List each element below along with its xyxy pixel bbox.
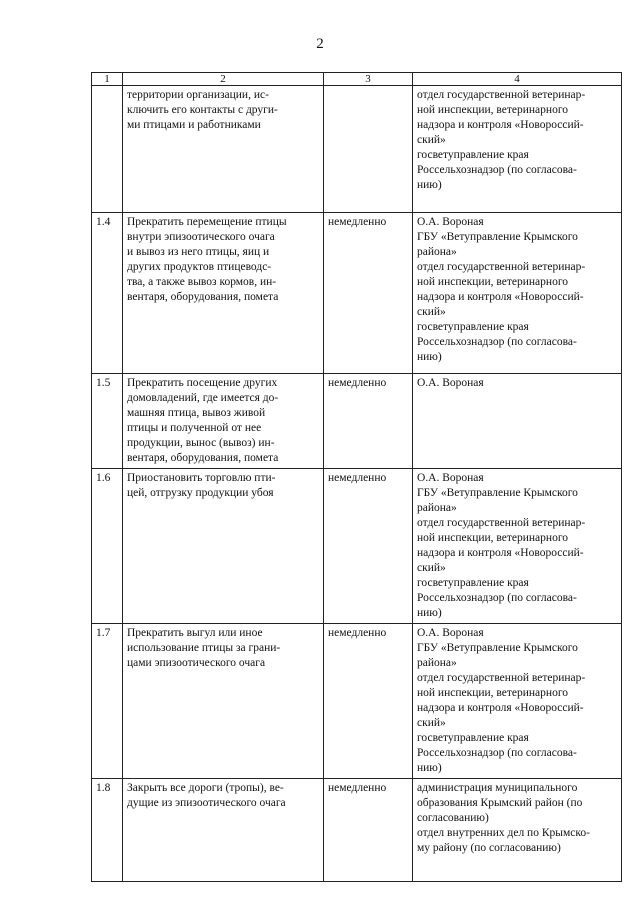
responsible-line: отдел государственной ветеринар- [417,89,586,101]
responsible-line: отдел государственной ветеринар- [417,517,586,529]
measure-line: Прекратить посещение других [127,377,278,389]
measure-line: дущие из эпизоотического очага [127,797,286,809]
responsible-cell [413,213,622,374]
row-number-text: 1.8 [96,782,111,794]
responsible-line: Россельхознадзор (по согласова- [417,164,577,176]
row-number [92,779,123,882]
responsible-line: Россельхознадзор (по согласова- [417,592,577,604]
measure-line: ми птицами и работниками [127,119,261,131]
responsible-line: ной инспекции, ветеринарного [417,276,568,288]
term-cell [324,374,413,469]
term-text: немедленно [328,472,387,484]
row-number-text: 1.4 [96,216,111,228]
responsible-cell [413,779,622,882]
term-cell [324,213,413,374]
measure-line: ключить его контакты с други- [127,104,278,116]
header-col-3: 3 [324,73,413,86]
responsible-line: ной инспекции, ветеринарного [417,687,568,699]
measure-line: внутри эпизоотического очага [127,231,275,243]
row-number [92,374,123,469]
table-row [92,86,622,213]
responsible-line: ский» [417,306,446,318]
responsible-line: госветуправление края [417,321,529,333]
header-col-1: 1 [92,73,123,86]
term-cell [324,779,413,882]
measure-cell [123,86,324,213]
header-col-4: 4 [413,73,622,86]
table-row [92,624,622,779]
term-text: немедленно [328,377,387,389]
responsible-line: ной инспекции, ветеринарного [417,532,568,544]
responsible-line: ский» [417,134,446,146]
responsible-line: О.А. Вороная [417,627,484,639]
term-cell [324,469,413,624]
responsible-line: района» [417,502,457,514]
measure-line: Прекратить выгул или иное [127,627,263,639]
responsible-line: Россельхознадзор (по согласова- [417,336,577,348]
responsible-line: нию) [417,179,442,191]
responsible-line: района» [417,246,457,258]
measures-table [91,72,622,882]
responsible-line: согласованию) [417,812,489,824]
responsible-line: образования Крымский район (по [417,797,583,809]
responsible-line: ной инспекции, ветеринарного [417,104,568,116]
measure-line: использование птицы за грани- [127,642,281,654]
measure-line: машняя птица, вывоз живой [127,407,266,419]
term-cell [324,86,413,213]
term-text: немедленно [328,216,387,228]
measure-line: тва, а также вывоз кормов, ин- [127,276,277,288]
term-text: немедленно [328,627,387,639]
responsible-line: госветуправление края [417,577,529,589]
responsible-cell [413,374,622,469]
responsible-line: нию) [417,762,442,774]
row-number [92,213,123,374]
measure-line: территории организации, ис- [127,89,269,101]
header-col-2: 2 [123,73,324,86]
responsible-line: отдел государственной ветеринар- [417,261,586,273]
row-number-text: 1.5 [96,377,111,389]
responsible-line: администрация муниципального [417,782,578,794]
measure-line: птицы и полученной от нее [127,422,262,434]
measure-line: вентаря, оборудования, помета [127,291,279,303]
responsible-line: надзора и контроля «Новороссий- [417,119,584,131]
responsible-line: надзора и контроля «Новороссий- [417,702,584,714]
row-number [92,469,123,624]
responsible-line: отдел государственной ветеринар- [417,672,586,684]
measure-line: других продуктов птицеводс- [127,261,272,273]
table-row [92,779,622,882]
table-row [92,213,622,374]
measure-cell [123,213,324,374]
measure-line: Приостановить торговлю пти- [127,472,276,484]
responsible-line: му району (по согласованию) [417,842,561,854]
measure-line: вентаря, оборудования, помета [127,452,279,464]
responsible-line: ский» [417,717,446,729]
responsible-line: надзора и контроля «Новороссий- [417,547,584,559]
term-cell [324,624,413,779]
measure-line: домовладений, где имеется до- [127,392,279,404]
responsible-line: района» [417,657,457,669]
measure-line: и вывоз из него птицы, яиц и [127,246,270,258]
measure-cell [123,469,324,624]
table-row [92,374,622,469]
measure-line: продукции, вынос (вывоз) ин- [127,437,275,449]
row-number [92,86,123,213]
responsible-line: О.А. Вороная [417,216,484,228]
measure-line: Закрыть все дороги (тропы), ве- [127,782,284,794]
responsible-line: Россельхознадзор (по согласова- [417,747,577,759]
responsible-cell [413,469,622,624]
measure-cell [123,374,324,469]
responsible-line: ГБУ «Ветуправление Крымского [417,642,578,654]
page-number: 2 [316,36,324,52]
responsible-cell [413,86,622,213]
row-number-text: 1.6 [96,472,111,484]
row-number-text: 1.7 [96,627,111,639]
measure-line: цами эпизоотического очага [127,657,266,669]
responsible-line: отдел внутренних дел по Крымско- [417,827,590,839]
responsible-line: О.А. Вороная [417,472,484,484]
row-number [92,624,123,779]
responsible-line: нию) [417,607,442,619]
responsible-line: надзора и контроля «Новороссий- [417,291,584,303]
table-row [92,469,622,624]
measure-line: Прекратить перемещение птицы [127,216,287,228]
measure-line: цей, отгрузку продукции убоя [127,487,274,499]
responsible-line: госветуправление края [417,149,529,161]
responsible-line: О.А. Вороная [417,377,484,389]
measure-cell [123,779,324,882]
responsible-line: ГБУ «Ветуправление Крымского [417,231,578,243]
responsible-line: ГБУ «Ветуправление Крымского [417,487,578,499]
responsible-line: нию) [417,351,442,363]
responsible-line: госветуправление края [417,732,529,744]
measure-cell [123,624,324,779]
term-text: немедленно [328,782,387,794]
responsible-cell [413,624,622,779]
responsible-line: ский» [417,562,446,574]
table-header-row [92,73,622,86]
